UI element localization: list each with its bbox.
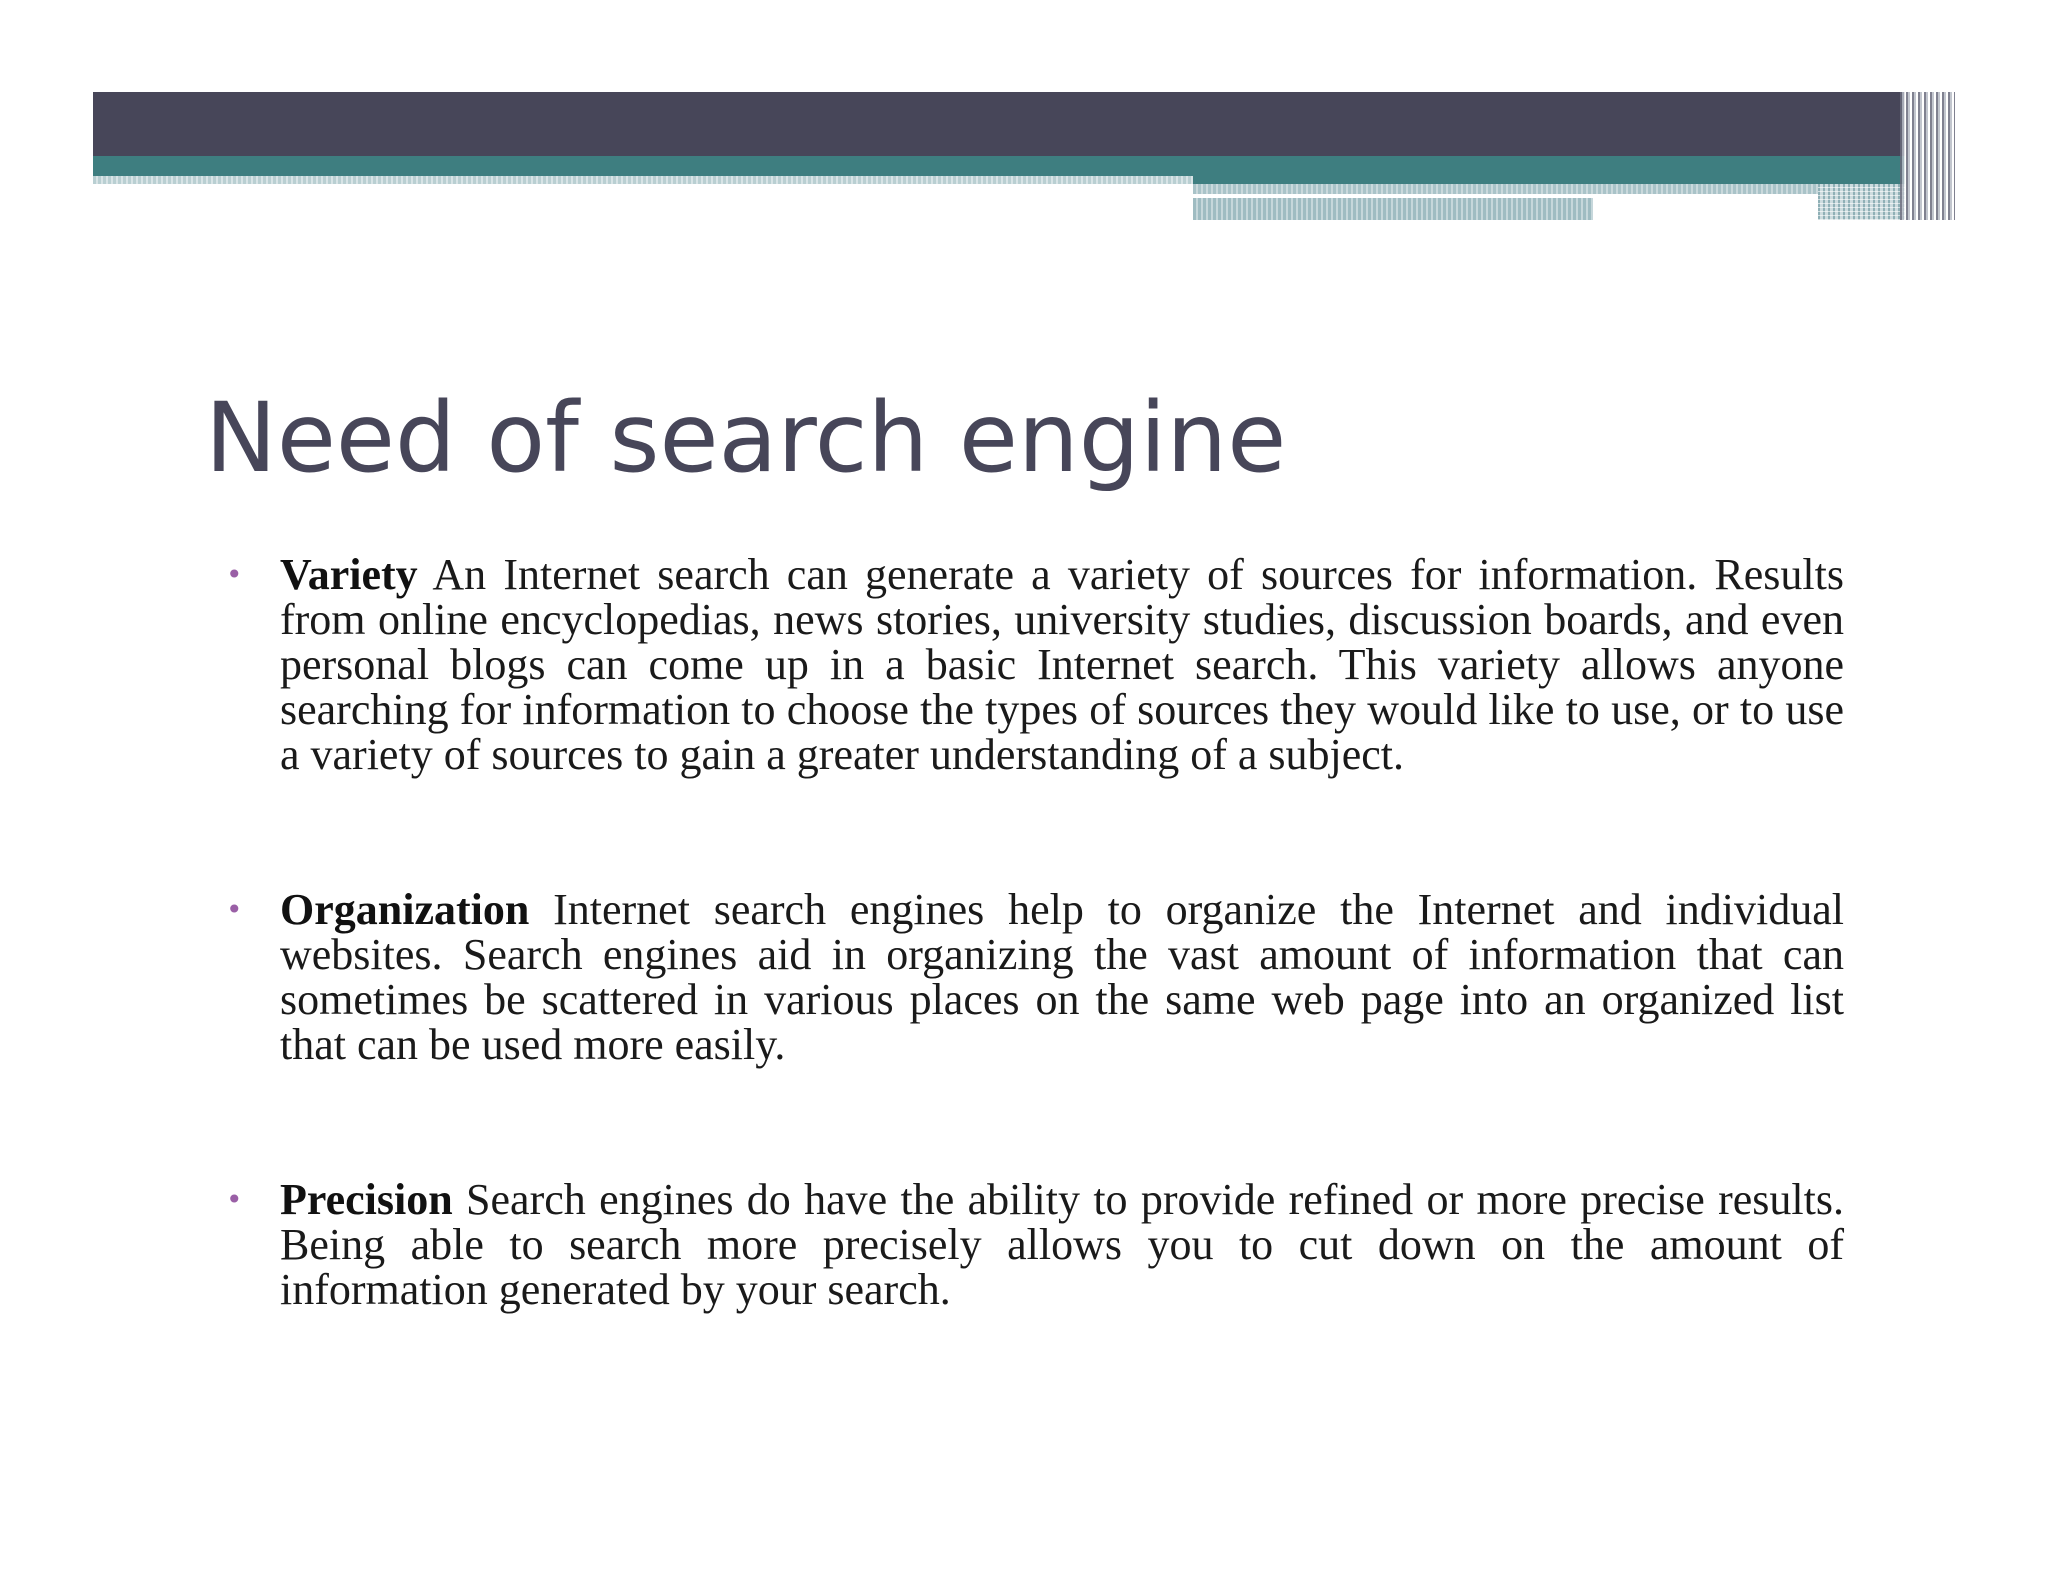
bullet-item-variety bbox=[210, 552, 1844, 777]
header-banner-edge bbox=[1900, 92, 1955, 220]
bullet-text: Internet search engines help to organize the Internet and individual websites. Search engines aid in organizing the vast amount of information that can sometimes be scattered in various places on the same web page into an organized list that can be used more easily. bbox=[280, 885, 1844, 1069]
header-banner-texture-right bbox=[1193, 184, 1818, 194]
header-banner-texture-left bbox=[93, 176, 1193, 184]
bullet-term: Variety bbox=[280, 550, 418, 599]
header-banner-teal-right bbox=[1193, 176, 1905, 184]
bullet-term: Precision bbox=[280, 1175, 453, 1224]
bullet-text: Search engines do have the ability to provide refined or more precise results. Being able to search more precisely allows you to cut down on the amount of information generated by your search. bbox=[280, 1175, 1844, 1314]
bullet-term: Organization bbox=[280, 885, 530, 934]
bullet-dot-icon: • bbox=[226, 1183, 243, 1216]
header-banner-grid bbox=[1818, 184, 1905, 220]
bullet-dot-icon: • bbox=[226, 558, 243, 591]
bullet-item-precision bbox=[210, 1177, 1844, 1312]
bullet-list bbox=[210, 552, 1844, 1312]
bullet-text: An Internet search can generate a variety of sources for information. Results from online encyclopedias, news stories, university studies, discussion boards, and even personal blogs can come up in a basic Internet search. This variety allows anyone searching for information to choose the types of sources they would like to use, or to use a variety of sources to gain a greater understanding of a subject. bbox=[280, 550, 1844, 779]
header-banner-dark bbox=[93, 92, 1905, 156]
bullet-dot-icon: • bbox=[226, 893, 243, 926]
slide-title: Need of search engine bbox=[205, 382, 1287, 494]
header-banner-teal bbox=[93, 156, 1905, 176]
header-banner-texture-lower bbox=[1193, 198, 1593, 220]
bullet-item-organization bbox=[210, 887, 1844, 1067]
